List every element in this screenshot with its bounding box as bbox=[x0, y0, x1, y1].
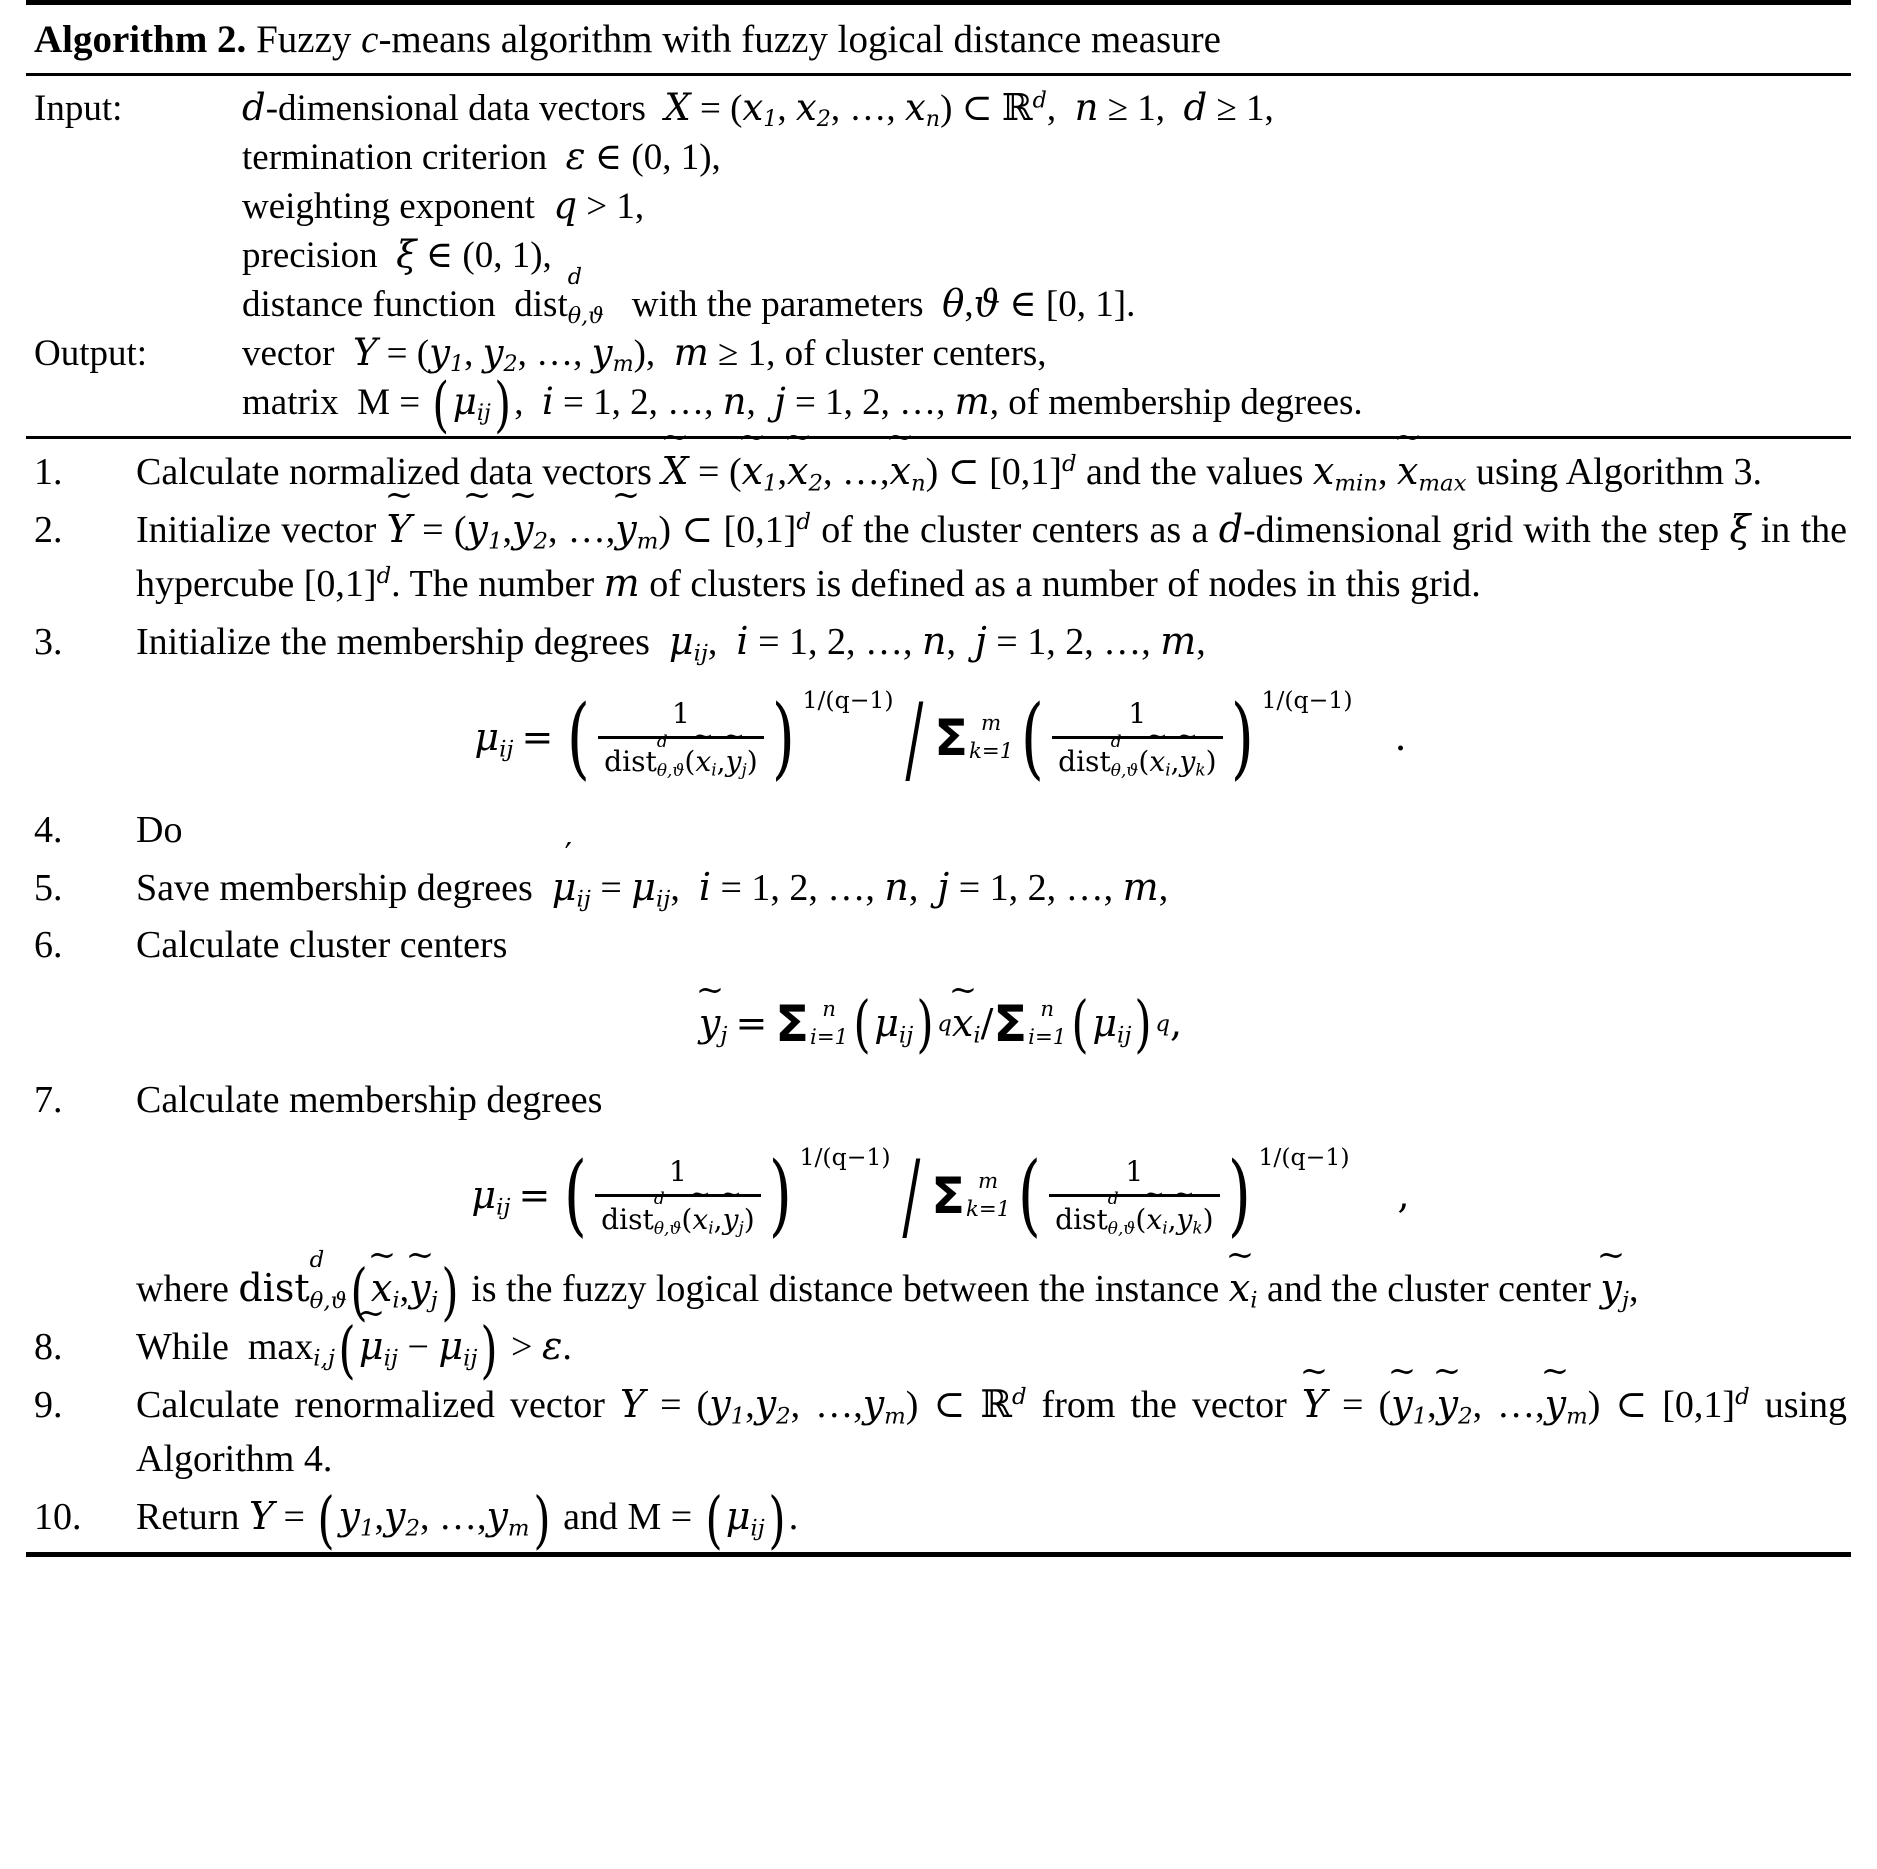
step-3 bbox=[34, 615, 1847, 670]
step-1-body: Calculate normalized data vectors ~ X = (~ $x_1,\sim$ $x_2$, …,~ $x_n$) ⊂ $[0,1]^d$ and the values $x_{min}$, ~ $x_{max}$ using Algorithm 3. bbox=[136, 445, 1847, 500]
step-3-number: 3. bbox=[34, 621, 63, 664]
step-7-body: Calculate membership degrees bbox=[136, 1079, 603, 1122]
input-line-1: d-dimensional data vectors $X = (x_1$, $x_2$, …, $x_n$) ⊂ ℝ$^d$, n ≥ 1, d ≥ 1, bbox=[242, 85, 1274, 133]
eq3-summation bbox=[931, 1166, 1011, 1225]
step-2-number: 2. bbox=[34, 508, 63, 551]
step-8 bbox=[34, 1313, 1847, 1386]
eq2-close-paren-1: ) bbox=[916, 987, 934, 1060]
eq3-fraction bbox=[595, 1152, 761, 1240]
input-line-4: precision ξ ∈ (0, 1), bbox=[242, 233, 552, 277]
step-8-body: While $\max_{i,j}(\sim$ $\mu_{ij} - \mu_{ij}) > \varepsilon$. bbox=[136, 1320, 1847, 1375]
eq3-trailing-punctuation: , bbox=[1397, 1172, 1410, 1217]
step-9-number: 9. bbox=[34, 1383, 63, 1426]
algorithm-steps bbox=[26, 439, 1851, 1556]
eq2-sum-upper-2: n bbox=[1040, 997, 1055, 1023]
io-section bbox=[26, 76, 1851, 441]
eq3-open-paren-2: ( bbox=[1018, 1143, 1042, 1248]
eq1-open-paren-2: ( bbox=[1021, 685, 1045, 790]
eq3-denominator-2: dist d θ,ϑ (~ $x_i,\sim$ $y_k$) bbox=[1049, 1194, 1220, 1240]
step-7-where-spacer bbox=[34, 1263, 136, 1317]
eq1-exponent-2: 1/(q−1) bbox=[1261, 685, 1353, 714]
step-5-number: 5. bbox=[34, 867, 63, 910]
step-10-number: 10. bbox=[34, 1495, 82, 1538]
step-2 bbox=[34, 503, 1847, 613]
step-7-where-clause bbox=[34, 1247, 1847, 1329]
algorithm-title-prefix: Algorithm 2. bbox=[34, 18, 247, 61]
output-label-spacer bbox=[34, 379, 242, 427]
eq2-sum-upper-1: n bbox=[822, 997, 836, 1023]
equation-membership-update bbox=[34, 1139, 1847, 1253]
eq1-numerator: 1 bbox=[671, 697, 690, 731]
input-label-spacer-4 bbox=[34, 281, 242, 329]
eq1-numerator-2: 1 bbox=[1128, 697, 1147, 731]
output-row bbox=[34, 329, 1847, 378]
step-5-body: Save membership degrees ′ $\mu_{ij} = \mu_{ij}$, i = 1, 2, …, n, j = 1, 2, …, m, bbox=[136, 861, 1847, 916]
input-row bbox=[34, 84, 1847, 133]
input-row-2 bbox=[34, 133, 1847, 182]
eq1-lhs: $\mu_{ij}$ bbox=[474, 715, 514, 763]
eq1-fraction-2 bbox=[1052, 694, 1223, 782]
step-4-number: 4. bbox=[34, 809, 63, 852]
eq1-open-paren: ( bbox=[567, 685, 591, 790]
input-label-spacer-3 bbox=[34, 232, 242, 280]
step-1 bbox=[34, 445, 1847, 500]
eq2-sum-lower-2: i=1 bbox=[1028, 1025, 1067, 1051]
input-row-4 bbox=[34, 231, 1847, 280]
output-label: Output: bbox=[34, 333, 148, 375]
step-6 bbox=[34, 919, 1847, 973]
input-line-3: weighting exponent q > 1, bbox=[242, 184, 645, 228]
eq1-trailing-punctuation: . bbox=[1394, 715, 1407, 760]
step-1-number: 1. bbox=[34, 450, 63, 493]
step-7-number: 7. bbox=[34, 1079, 63, 1122]
eq3-numerator-2: 1 bbox=[1125, 1155, 1144, 1189]
eq1-close-paren-2: ) bbox=[1230, 685, 1254, 790]
eq1-denominator: dist d θ,ϑ (~ $x_i,\sim$ $y_j$) bbox=[598, 736, 764, 782]
eq2-slash: / bbox=[980, 1001, 994, 1046]
input-label-spacer bbox=[34, 134, 242, 182]
eq1-sigma: Σ bbox=[934, 709, 968, 768]
eq2-trailing-punctuation: , bbox=[1170, 1001, 1183, 1046]
title-italic-c: c bbox=[361, 18, 379, 61]
eq1-sum-upper: m bbox=[981, 711, 1002, 737]
eq1-denominator-2: dist d θ,ϑ (~ $x_i,\sim$ $y_k$) bbox=[1052, 736, 1223, 782]
input-line-2: termination criterion ε ∈ (0, 1), bbox=[242, 135, 721, 178]
eq2-open-paren-2: ( bbox=[1071, 987, 1089, 1060]
eq2-xtilde: ~ $x_i$ bbox=[952, 997, 981, 1051]
step-4 bbox=[34, 804, 1847, 858]
eq2-sum-lower-1: i=1 bbox=[810, 1025, 849, 1051]
eq3-sum-upper: m bbox=[978, 1169, 999, 1195]
eq2-sigma-2: Σ bbox=[993, 994, 1028, 1053]
input-label: Input: bbox=[34, 87, 123, 129]
eq2-mu-2: $\mu_{ij}$ bbox=[1092, 1001, 1132, 1049]
step-10 bbox=[34, 1483, 1847, 1556]
step-5 bbox=[34, 861, 1847, 916]
eq3-equals: = bbox=[518, 1172, 551, 1217]
eq2-mu-1: $\mu_{ij}$ bbox=[874, 1001, 914, 1049]
step-7-where-body: where dist d θ,ϑ (~ $x_i,\sim$ $y_j$) is the fuzzy logical distance between the instance ~ $x_i$ and the cluster center ~ $y_j$, bbox=[136, 1262, 1847, 1317]
output-line-1: vector $Y = (y_1$, $y_2$, …, $y_m$), m ≥ 1, of cluster centers, bbox=[242, 331, 1047, 378]
eq1-summation bbox=[934, 709, 1014, 768]
step-7 bbox=[34, 1074, 1847, 1128]
input-label-spacer-2 bbox=[34, 183, 242, 231]
step-6-number: 6. bbox=[34, 924, 63, 967]
eq3-open-paren: ( bbox=[564, 1143, 588, 1248]
eq3-numerator: 1 bbox=[668, 1155, 687, 1189]
step-9-body: Calculate renormalized vector $Y = (y_1,y_2$, $\dots,y_m$) ⊂ ℝ$^d$ from the vector ~ Y = (~ $y_1,\sim$ $y_2$, …,~ $y_m$) ⊂ $[0,1]^d$ using Algorithm 4. bbox=[136, 1378, 1847, 1487]
step-8-number: 8. bbox=[34, 1325, 63, 1368]
eq3-denominator: dist d θ,ϑ (~ $x_i,\sim$ $y_j$) bbox=[595, 1194, 761, 1240]
input-row-5 bbox=[34, 263, 1847, 329]
eq2-equals: = bbox=[735, 1001, 768, 1046]
eq3-division-slash: / bbox=[901, 1139, 920, 1253]
eq2-summation-1 bbox=[775, 994, 849, 1053]
eq1-exponent: 1/(q−1) bbox=[802, 685, 894, 714]
eq2-sigma-1: Σ bbox=[775, 994, 810, 1053]
output-line-2: matrix $M = (\mu_{ij})$, i = 1, 2, …, n, j = 1, 2, …, m, of membership degrees. bbox=[242, 370, 1363, 441]
bottom-rule bbox=[26, 1552, 1851, 1557]
eq3-sigma: Σ bbox=[931, 1166, 965, 1225]
step-6-body: Calculate cluster centers bbox=[136, 924, 508, 967]
eq2-close-paren-2: ) bbox=[1134, 987, 1153, 1060]
eq3-fraction-2 bbox=[1049, 1152, 1220, 1240]
algorithm-title-text: Fuzzy c-means algorithm with fuzzy logical distance measure bbox=[256, 18, 1221, 61]
eq3-close-paren: ) bbox=[768, 1143, 792, 1248]
eq2-lhs: ~ $y_j$ bbox=[699, 997, 728, 1051]
eq3-exponent-2: 1/(q−1) bbox=[1258, 1143, 1350, 1172]
eq3-exponent: 1/(q−1) bbox=[799, 1143, 891, 1172]
eq1-sum-lower: k=1 bbox=[969, 739, 1014, 765]
step-10-body: Return $Y = (y_1,y_2$, $\dots,y_m$) and $M = (\mu_{ij})$. bbox=[136, 1483, 799, 1556]
eq1-fraction bbox=[598, 694, 764, 782]
input-row-3 bbox=[34, 182, 1847, 231]
eq3-sum-lower: k=1 bbox=[966, 1197, 1011, 1223]
step-9 bbox=[34, 1378, 1847, 1487]
output-row-2 bbox=[34, 370, 1847, 441]
algorithm-title bbox=[26, 5, 1851, 73]
equation-membership-init bbox=[34, 681, 1847, 795]
eq3-lhs: $\mu_{ij}$ bbox=[471, 1172, 511, 1221]
step-2-body: Initialize vector ~ Y = (~ $y_1,\sim$ $y_2$, …,~ $y_m$) ⊂ $[0,1]^d$ of the cluster centers as a d-dimensional grid with the step ξ in the hypercube $[0,1]^d$. The number m of clusters is defined as a number of nodes in this grid. bbox=[136, 503, 1847, 613]
equation-cluster-centers: ~ $y_j$ = Σ n i=1 ( $\mu_{ij}$ ) q ~ $x_i$ / Σ n i=1 ( $\mu_{ij}$ ) q , bbox=[34, 997, 1847, 1052]
input-line-5: distance function dist d θ,ϑ with the parameters θ,ϑ ∈ [0, 1]. bbox=[242, 263, 1136, 329]
eq2-summation-2 bbox=[993, 994, 1067, 1053]
step-3-body: Initialize the membership degrees $\mu_{ij}$, i = 1, 2, …, n, j = 1, 2, …, m, bbox=[136, 619, 1206, 667]
eq1-division-slash: / bbox=[904, 681, 923, 795]
step-4-body: Do bbox=[136, 809, 183, 852]
eq2-open-paren-1: ( bbox=[853, 987, 871, 1060]
eq3-close-paren-2: ) bbox=[1227, 1143, 1251, 1248]
eq1-close-paren: ) bbox=[771, 685, 795, 790]
eq1-equals: = bbox=[521, 715, 554, 760]
